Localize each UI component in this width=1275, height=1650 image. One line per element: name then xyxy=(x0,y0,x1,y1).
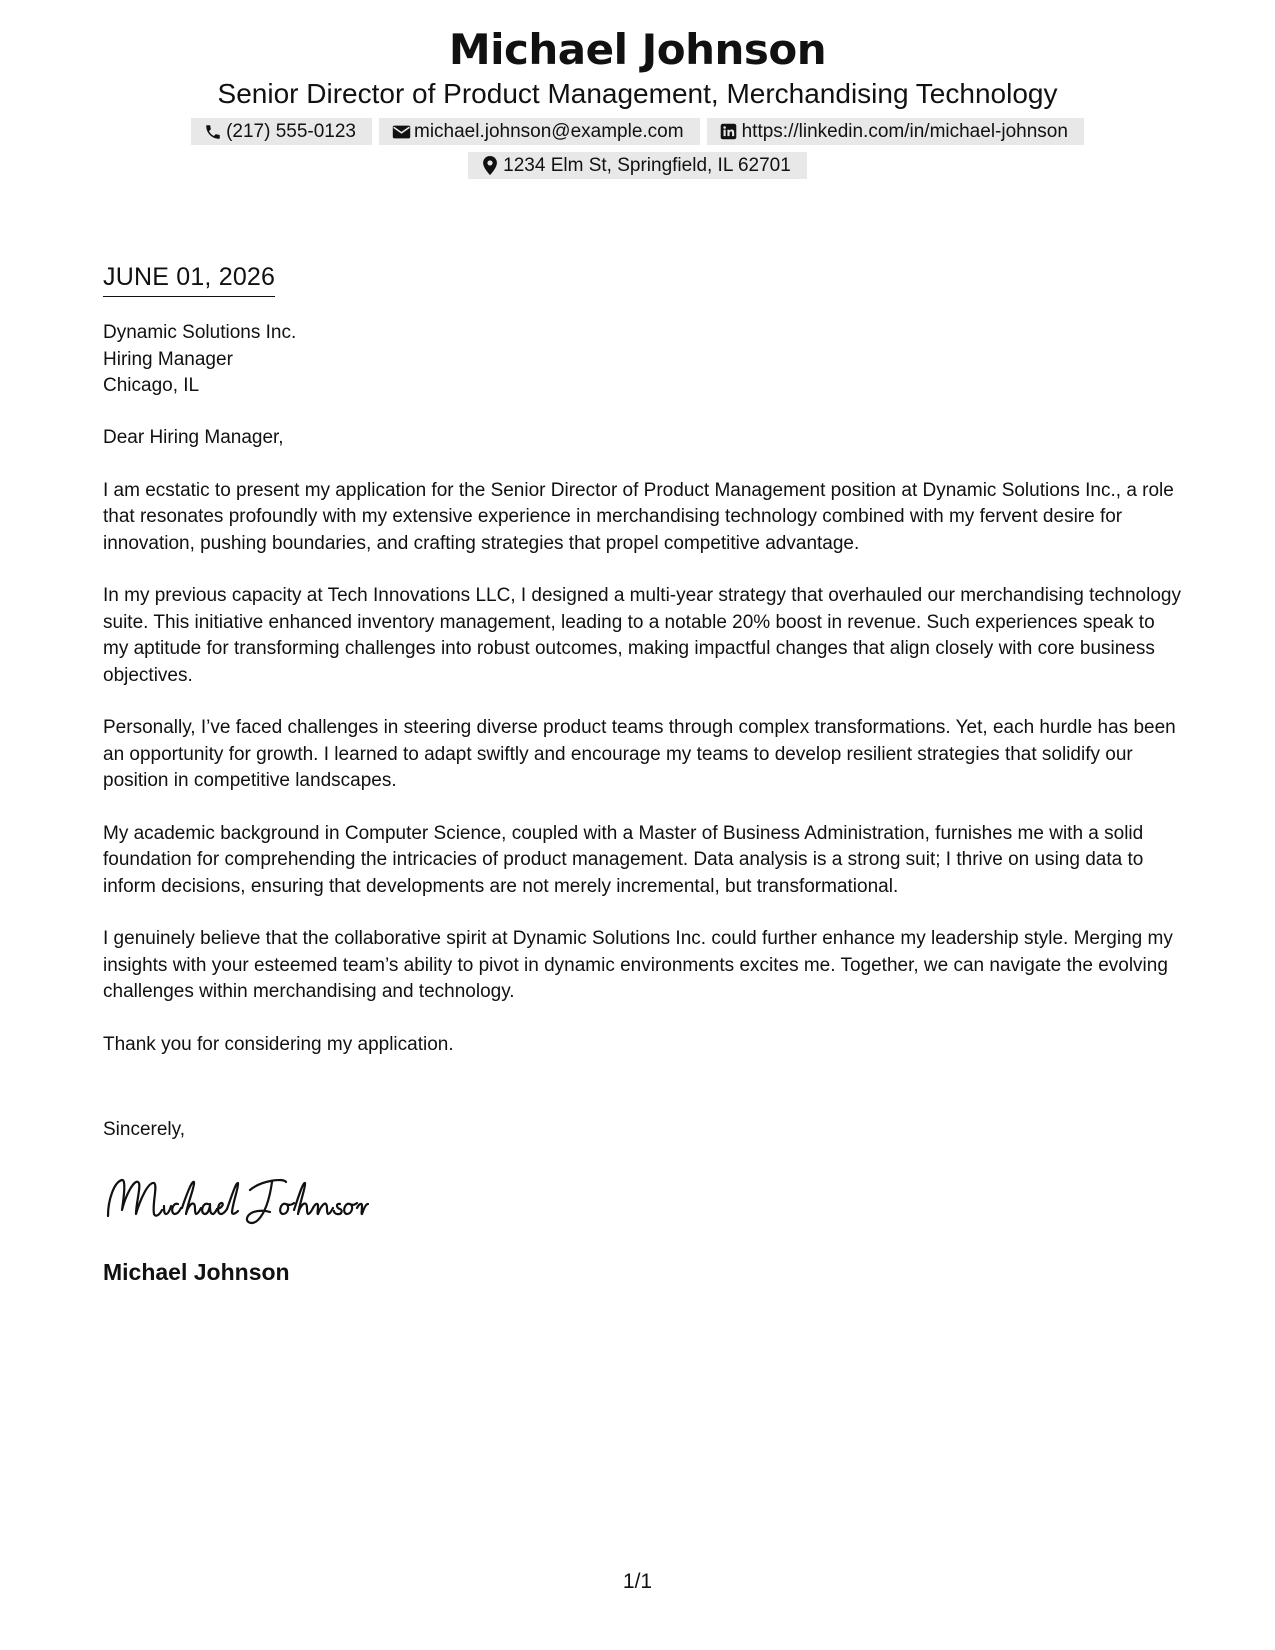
linkedin-chip xyxy=(707,118,1084,145)
recipient-location: Chicago, IL xyxy=(103,375,200,396)
email-text: michael.johnson@example.com xyxy=(414,121,684,142)
body-paragraph: Personally, I’ve faced challenges in steering diverse product teams through complex transformations. Yet, each hurdle has been an opportunity for growth. I learned to adapt swiftly and encourage my teams to develop resilient strategies that solidify our position in competitive landscapes. xyxy=(103,717,1176,791)
body-paragraph: Thank you for considering my application. xyxy=(103,1033,454,1055)
body-paragraph: I genuinely believe that the collaborative spirit at Dynamic Solutions Inc. could further enhance my leadership style. Merging my insights with your esteemed team’s ability to pivot in dynamic environments excites me. Together, we can navigate the evolving challenges within merchandising and technology. xyxy=(103,928,1173,1002)
signer-name: Michael Johnson xyxy=(103,1259,290,1285)
body-paragraph: I am ecstatic to present my application for the Senior Director of Product Management position at Dynamic Solutions Inc., a role that resonates profoundly with my extensive experience in merchandising technology combined with my fervent desire for innovation, pushing boundaries, and crafting strategies that propel competitive advantage. xyxy=(103,479,1174,554)
linkedin-icon xyxy=(719,122,739,142)
recipient-block xyxy=(103,320,296,400)
closing: Sincerely, xyxy=(103,1119,186,1140)
recipient-contact: Hiring Manager xyxy=(103,348,233,370)
address-text: 1234 Elm St, Springfield, IL 62701 xyxy=(503,155,791,176)
contact-row xyxy=(0,118,1275,145)
recipient-company: Dynamic Solutions Inc. xyxy=(103,322,297,343)
letter-date-block xyxy=(103,262,275,297)
applicant-title: Senior Director of Product Management, Merchandising Technology xyxy=(217,78,1058,109)
letter-body xyxy=(103,425,1183,1084)
address-chip xyxy=(468,152,807,179)
body-paragraph: My academic background in Computer Science, coupled with a Master of Business Administration, furnishes me with a solid foundation for comprehending the intricacies of product management. Data analysis is a strong suit; I thrive on using data to inform decisions, ensuring that developments are not merely incremental, but transformational. xyxy=(103,822,1144,897)
page-indicator: 1/1 xyxy=(622,1570,653,1593)
linkedin-text: https://linkedin.com/in/michael-johnson xyxy=(741,121,1068,142)
contact-row-address xyxy=(0,152,1275,179)
letter-date: JUNE 01, 2026 xyxy=(103,262,275,297)
phone-text: (217) 555-0123 xyxy=(226,121,356,142)
salutation: Dear Hiring Manager, xyxy=(103,427,284,448)
handwritten-signature xyxy=(100,1170,370,1234)
body-paragraph: In my previous capacity at Tech Innovations LLC, I designed a multi-year strategy that overhauled our merchandising technology suite. This initiative enhanced inventory management, leading to a notable 20% boost in revenue. Such experiences speak to my aptitude for transforming challenges into robust outcomes, making impactful changes that align closely with core business objectives. xyxy=(103,585,1181,686)
email-chip xyxy=(379,118,700,145)
applicant-name: Michael Johnson xyxy=(448,25,827,74)
phone-icon xyxy=(203,122,223,142)
email-icon xyxy=(391,122,411,142)
phone-chip xyxy=(191,118,372,145)
letter-header xyxy=(0,24,1275,179)
location-pin-icon xyxy=(480,156,500,176)
